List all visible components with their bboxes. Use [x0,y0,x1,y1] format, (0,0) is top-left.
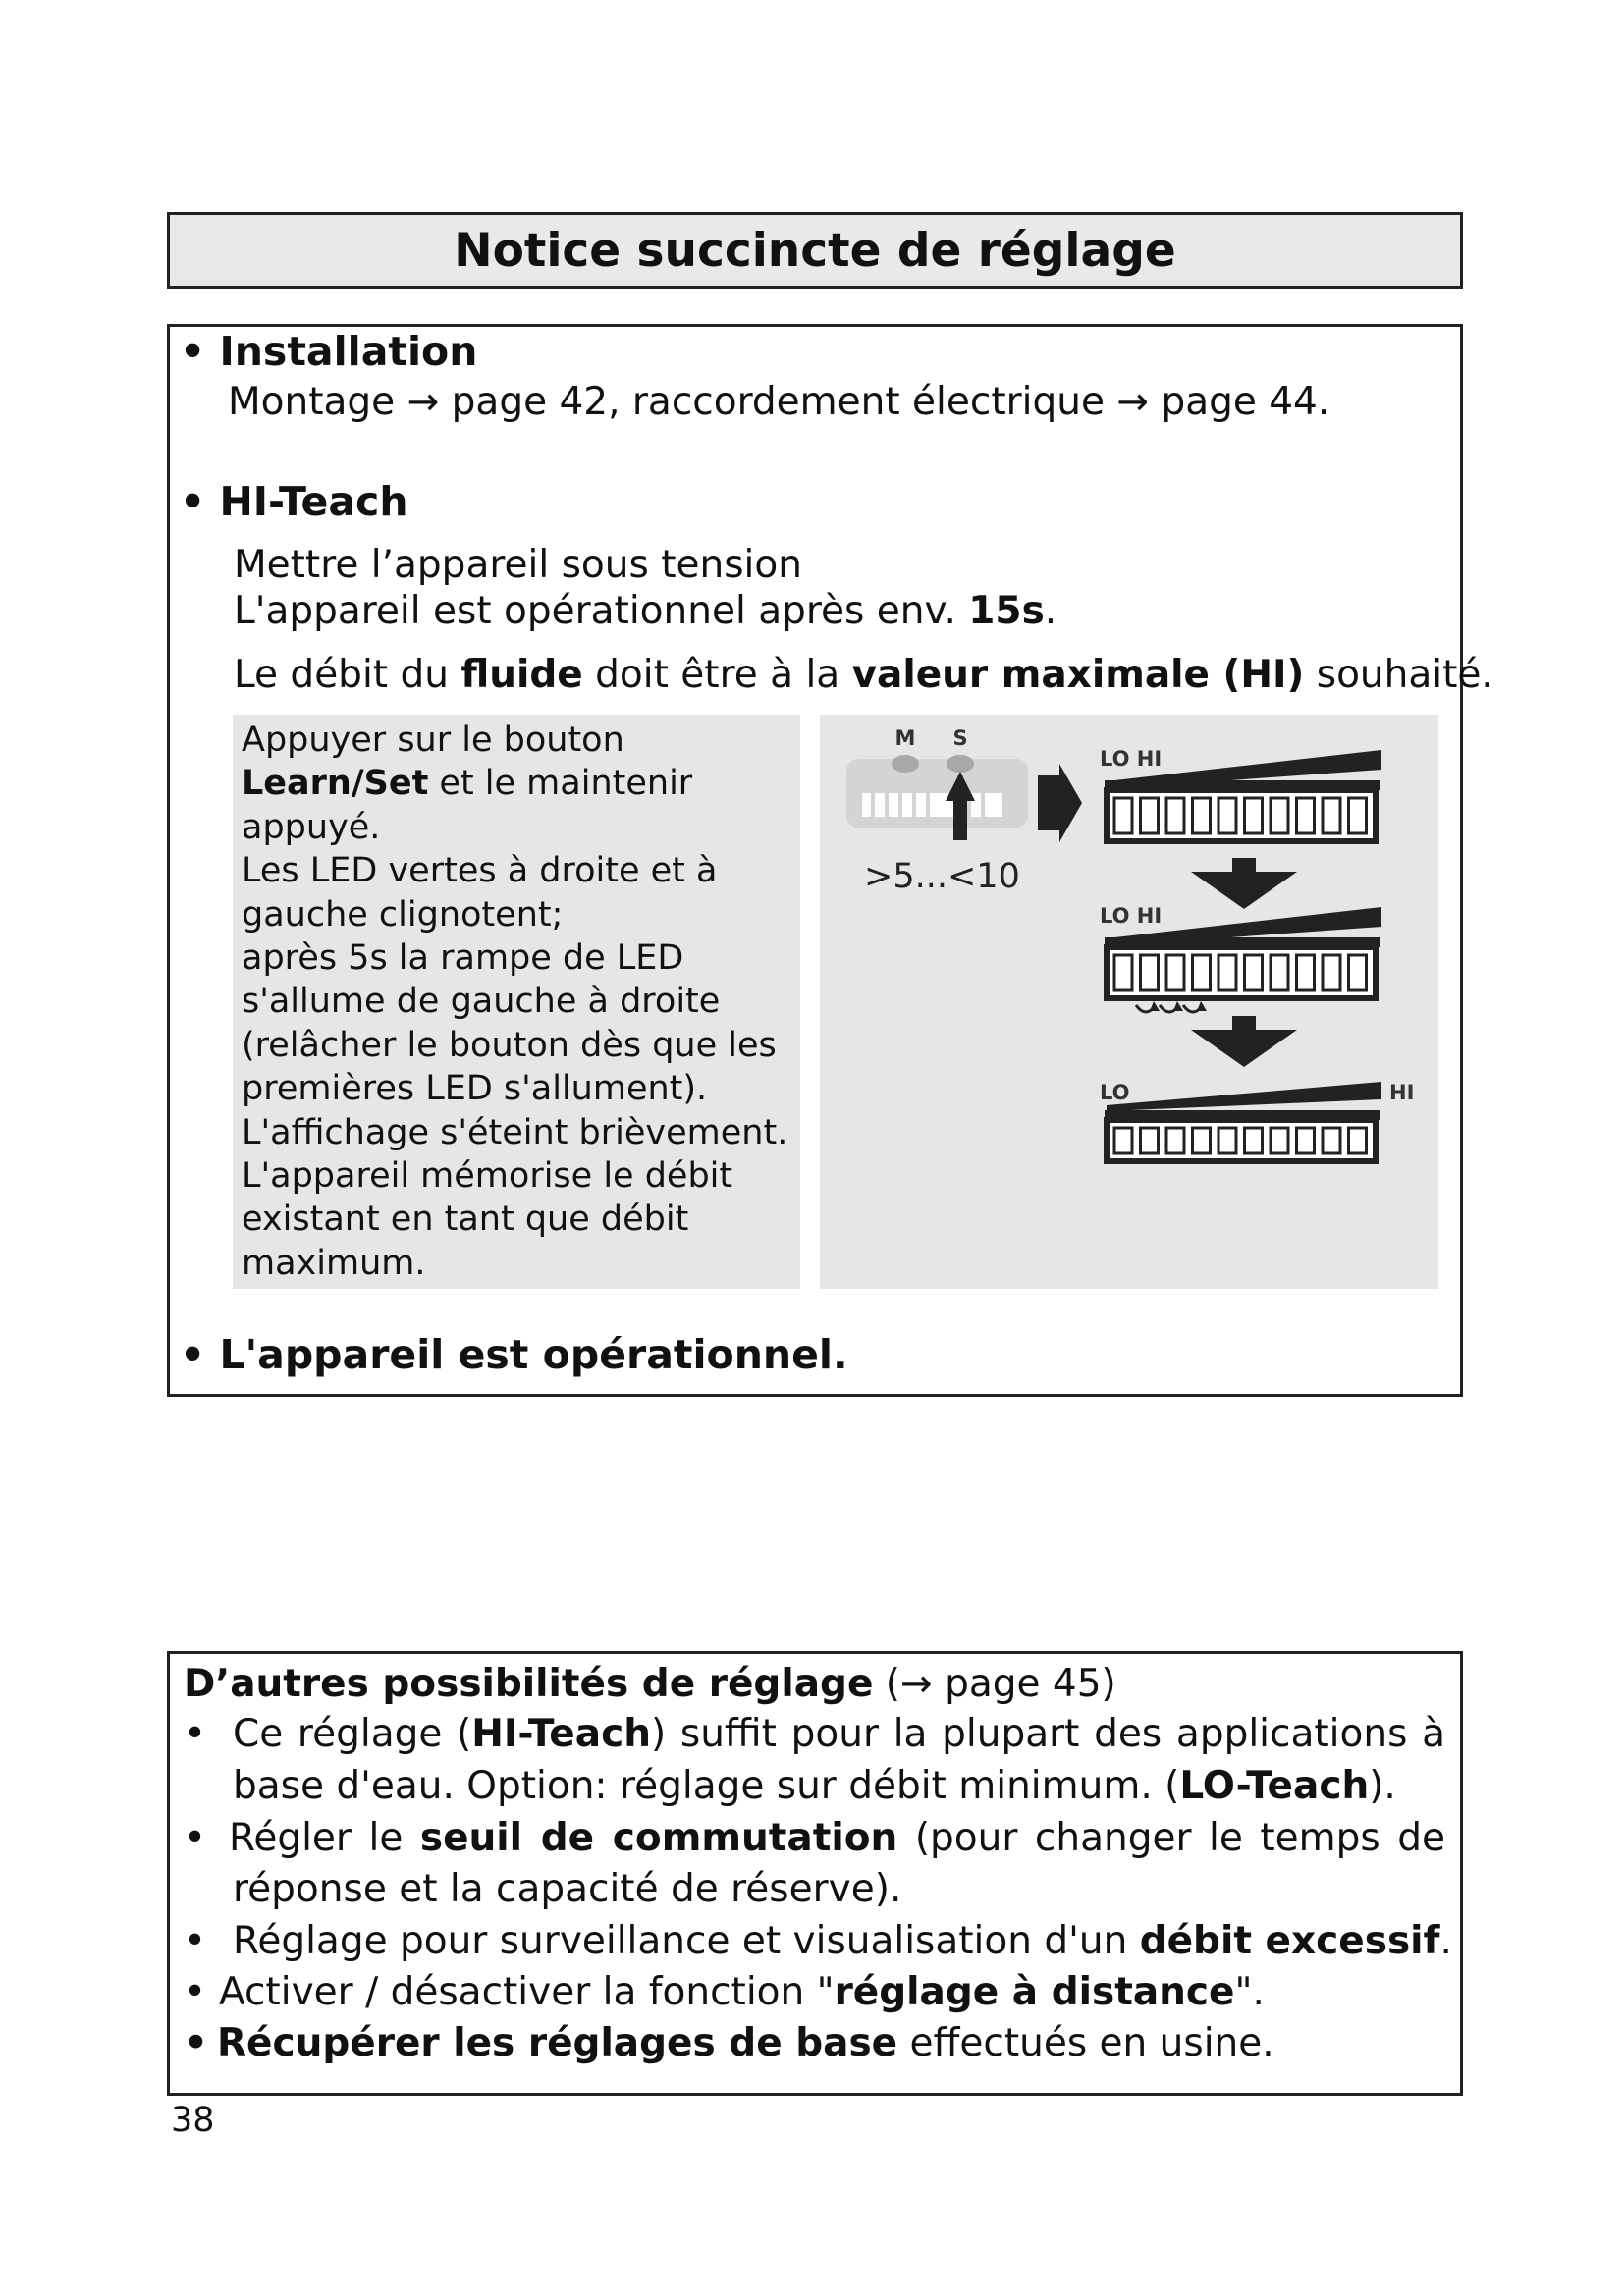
instruction-line: existant en tant que débit [242,1200,689,1240]
arrow-right-icon: → [406,380,440,424]
s-button-icon [947,755,974,773]
bullet-2-line2: réponse et la capacité de réserve). [233,1867,902,1911]
hi-teach-heading: • HI-Teach [180,478,408,525]
learn-set-label: Learn/Set [242,764,429,804]
instruction-line: s'allume de gauche à droite [242,982,721,1022]
instruction-line: L'affichage s'éteint brièvement. [242,1112,788,1152]
bullet-2-line1: Régler le seuil de commutation (pour changer le temps de [229,1816,1446,1860]
operational-heading: • L'appareil est opérationnel. [180,1331,848,1378]
installation-text: Montage → page 42, raccordement électrique → page 44. [228,380,1330,424]
instruction-line: maximum. [242,1243,426,1283]
bullet-3: Réglage pour surveillance et visualisation d'un débit excessif. [233,1919,1452,1963]
hi-teach-line2: L'appareil est opérationnel après env. 15s. [234,589,1057,633]
bullet-dot: • [184,1919,207,1963]
hi-teach-line3: Le débit du fluide doit être à la valeur maximale (HI) souhaité. [234,653,1493,697]
arrow-down-icon [1191,1016,1297,1067]
time-label: >5...<10 [864,857,1020,896]
lo-hi-label: LO HI [1100,904,1163,928]
arrow-right-icon: → [900,1662,933,1706]
other-options-heading: D’autres possibilités de réglage (→ page 45) [184,1662,1116,1706]
arrow-right-icon: → [1116,380,1150,424]
instruction-line: Les LED vertes à droite et à [242,851,718,891]
lo-hi-label: LO HI [1100,747,1163,771]
instruction-line: Learn/Set et le maintenir [242,764,693,804]
instruction-box [233,715,800,1289]
led-bar-3 [1105,1082,1381,1161]
instruction-line: L'appareil mémorise le débit [242,1156,733,1197]
device-panel [846,755,1028,840]
sequence-arrows-icon [1136,1005,1203,1012]
bullet-dot: • [184,1970,207,2014]
lo-label: LO [1100,1081,1130,1104]
hi-teach-line1: Mettre l’appareil sous tension [234,543,802,587]
instruction-line: gauche clignotent; [242,894,564,934]
instruction-line: Appuyer sur le bouton [242,721,624,760]
led-diagram-svg [820,715,1438,1289]
page-number: 38 [171,2101,215,2140]
m-button-icon [892,755,919,773]
s-button-label: S [952,726,968,750]
arrow-down-icon [1191,858,1297,909]
installation-heading: • Installation [180,328,478,375]
led-diagram [820,715,1438,1289]
arrow-right-icon [1038,764,1082,842]
bullet-1-line2: base d'eau. Option: réglage sur débit minimum. (LO-Teach). [233,1764,1396,1808]
page-title: Notice succincte de réglage [167,212,1463,289]
instruction-line: (relâcher le bouton dès que les [242,1025,777,1065]
instruction-line: appuyé. [242,807,381,847]
m-button-label: M [894,726,916,750]
bullet-dot: • [184,2021,208,2065]
bullet-dot: • [184,1712,207,1756]
bullet-4: Activer / désactiver la fonction "réglage à distance". [219,1970,1265,2014]
instruction-line: premières LED s'allument). [242,1069,708,1109]
bullet-1-line1: Ce réglage (HI-Teach) suffit pour la plupart des applications à [233,1712,1445,1756]
bullet-5: Récupérer les réglages de base effectués en usine. [217,2021,1274,2065]
bullet-dot: • [184,1816,207,1860]
hi-label: HI [1389,1081,1415,1104]
instruction-line: après 5s la rampe de LED [242,938,684,979]
